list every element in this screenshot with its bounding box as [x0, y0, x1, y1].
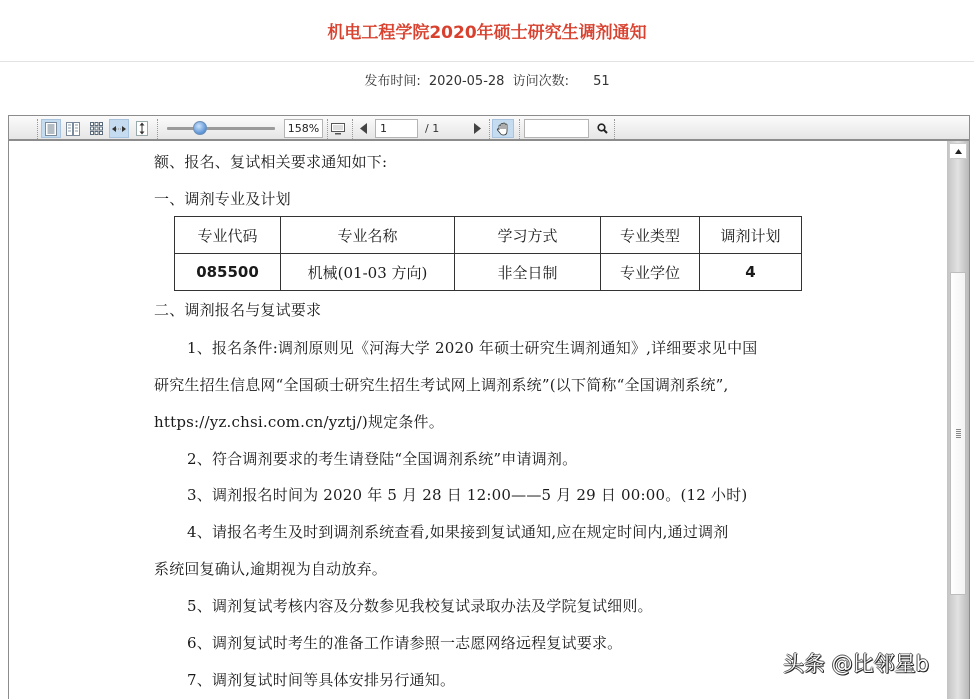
table-cell: 4 [700, 254, 802, 291]
scroll-up-button[interactable] [949, 143, 967, 159]
single-page-view-button[interactable] [41, 119, 61, 138]
total-pages: / 1 [425, 122, 440, 135]
watermark: 头条 @比邻星b [783, 652, 930, 676]
fit-width-icon [112, 124, 126, 134]
table-header: 调剂计划 [700, 217, 802, 254]
document-page [9, 141, 947, 699]
pan-tool-button[interactable] [492, 119, 514, 138]
table-cell: 非全日制 [455, 254, 601, 291]
prev-page-button[interactable] [354, 119, 372, 138]
next-page-button[interactable] [469, 119, 485, 138]
table-header-row [175, 217, 802, 254]
magnifier-icon [597, 123, 608, 134]
table-header: 专业名称 [281, 217, 455, 254]
zoom-level-input[interactable]: 158% [284, 119, 323, 138]
fullscreen-button[interactable] [328, 119, 348, 138]
triangle-left-icon [360, 123, 367, 134]
thumbnail-view-button[interactable] [86, 119, 106, 138]
toolbar-separator [37, 119, 38, 139]
fit-width-button[interactable] [109, 119, 129, 138]
visits-label: 访问次数: [512, 74, 569, 89]
fit-height-button[interactable] [132, 119, 152, 138]
triangle-right-icon [474, 123, 481, 134]
arrow-up-icon [955, 149, 962, 154]
zoom-slider-thumb[interactable] [193, 121, 207, 135]
table-header: 专业代码 [175, 217, 281, 254]
fit-height-icon [136, 121, 148, 136]
article-meta [0, 70, 974, 89]
scroll-thumb[interactable] [950, 272, 966, 595]
publish-date: 2020-05-28 [428, 74, 505, 89]
toolbar-separator [519, 119, 520, 139]
toolbar-separator [489, 119, 490, 139]
two-page-icon [66, 122, 80, 136]
vertical-scrollbar[interactable] [947, 141, 969, 699]
plan-table [174, 216, 802, 291]
grid-icon [90, 122, 103, 135]
monitor-icon [331, 123, 345, 135]
paragraph-line: 7、调剂复试时间等具体安排另行通知。 [187, 671, 456, 689]
paragraph-line: 2、符合调剂要求的考生请登陆“全国调剂系统”申请调剂。 [187, 450, 578, 468]
pdf-viewer [8, 115, 970, 699]
title-divider [0, 61, 974, 62]
table-row [175, 254, 802, 291]
table-cell: 085500 [175, 254, 281, 291]
paragraph-line: 5、调剂复试考核内容及分数参见我校复试录取办法及学院复试细则。 [187, 597, 653, 615]
section-heading: 二、调剂报名与复试要求 [154, 301, 322, 319]
grip-icon [956, 429, 961, 438]
paragraph-line: 3、调剂报名时间为 2020 年 5 月 28 日 12:00——5 月 29 日 00:00。(12 小时) [187, 486, 748, 504]
paragraph-line: 6、调剂复试时考生的准备工作请参照一志愿网络远程复试要求。 [187, 634, 623, 652]
paragraph-line: 1、报名条件:调剂原则见《河海大学 2020 年硕士研究生调剂通知》,详细要求见中国 [187, 339, 758, 357]
search-input[interactable] [524, 119, 589, 138]
toolbar-separator [157, 119, 158, 139]
toolbar-separator [614, 119, 615, 139]
intro-text: 额、报名、复试相关要求通知如下: [154, 153, 388, 171]
paragraph-line: https://yz.chsi.com.cn/yztj/)规定条件。 [154, 413, 444, 431]
paragraph-line: 研究生招生信息网“全国硕士研究生招生考试网上调剂系统”(以下简称“全国调剂系统”, [154, 376, 729, 394]
paragraph-line: 4、请报名考生及时到调剂系统查看,如果接到复试通知,应在规定时间内,通过调剂 [187, 523, 729, 541]
table-cell: 专业学位 [601, 254, 700, 291]
single-page-icon [45, 122, 57, 136]
search-button[interactable] [592, 119, 612, 138]
article-title: 机电工程学院2020年硕士研究生调剂通知 [327, 23, 647, 43]
current-page-input[interactable]: 1 [375, 119, 418, 138]
zoom-slider-track[interactable] [167, 127, 275, 130]
table-cell: 机械(01-03 方向) [281, 254, 455, 291]
publish-label: 发布时间: [364, 74, 421, 89]
two-page-view-button[interactable] [63, 119, 83, 138]
section-heading: 一、调剂专业及计划 [154, 190, 291, 208]
paragraph-line: 系统回复确认,逾期视为自动放弃。 [154, 560, 387, 578]
viewer-toolbar [9, 115, 969, 141]
hand-icon [496, 122, 510, 136]
table-header: 专业类型 [601, 217, 700, 254]
toolbar-separator [352, 119, 353, 139]
table-header: 学习方式 [455, 217, 601, 254]
visits-count: 51 [593, 74, 610, 89]
